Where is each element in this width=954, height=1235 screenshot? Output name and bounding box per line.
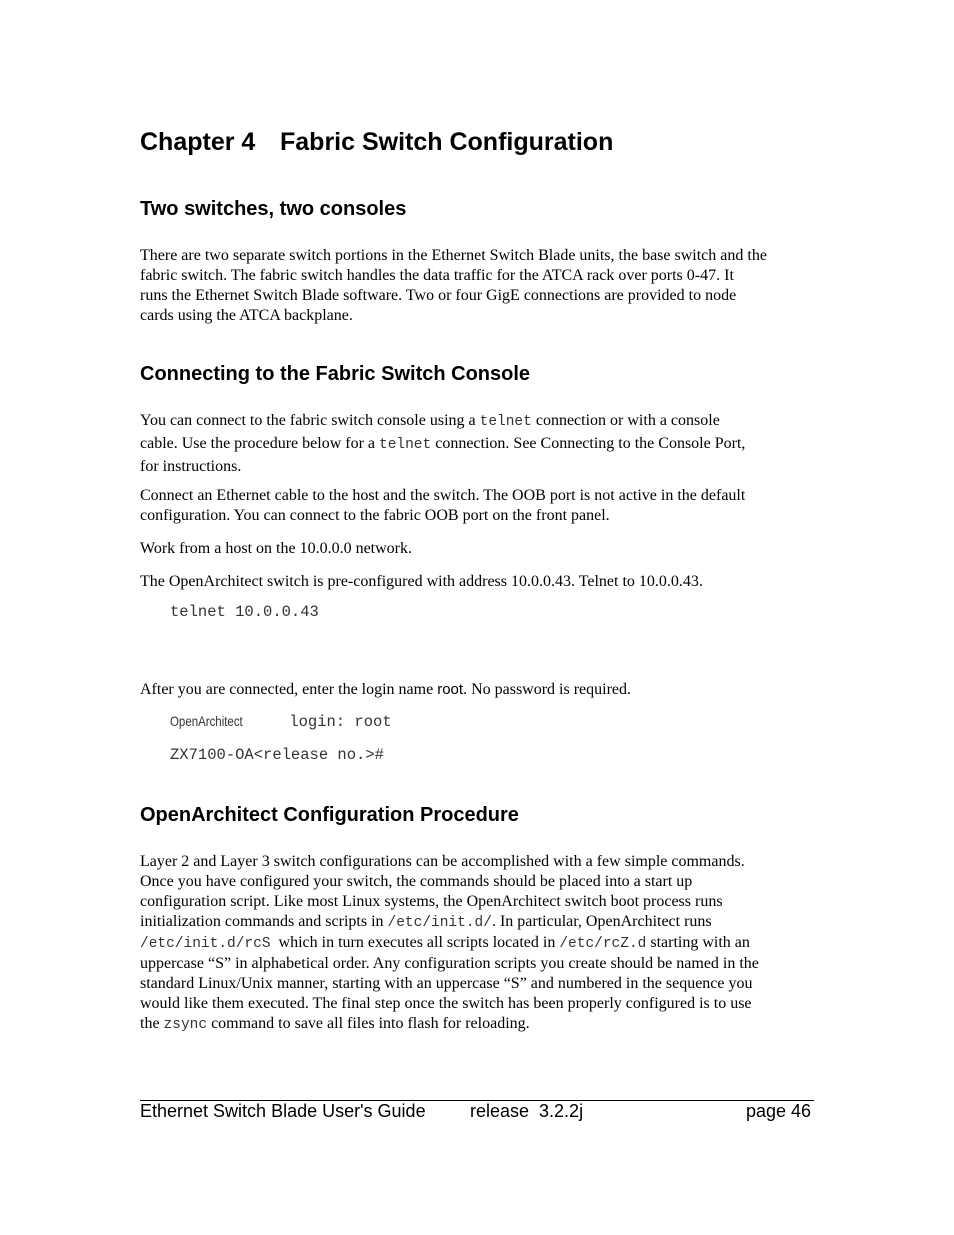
code-shell-prompt: ZX7100-OA<release no.># xyxy=(170,746,384,764)
text-line: You can connect to the fabric switch console using a telnet connection or with a console xyxy=(140,412,720,430)
text-line: configuration script. Like most Linux systems, the OpenArchitect switch boot process runs xyxy=(140,893,723,910)
text-line: Layer 2 and Layer 3 switch configurations can be accomplished with a few simple commands. xyxy=(140,853,745,870)
text-line: runs the Ethernet Switch Blade software. Two or four GigE connections are provided to node xyxy=(140,287,737,304)
text-line: There are two separate switch portions in the Ethernet Switch Blade units, the base switch and the xyxy=(140,247,767,264)
chapter-heading xyxy=(140,128,613,157)
text-line: Once you have configured your switch, the commands should be placed into a start up xyxy=(140,873,693,890)
text-line: for instructions. xyxy=(140,458,242,475)
login-name: root xyxy=(437,681,464,698)
inline-code-path: /etc/rcZ.d xyxy=(559,936,647,952)
inline-code-path: /etc/init.d/rcS xyxy=(140,936,271,952)
paragraph-procedure xyxy=(140,852,820,1035)
text-line: initialization commands and scripts in /etc/init.d/. In particular, OpenArchitect runs xyxy=(140,913,712,931)
code-telnet-command: telnet 10.0.0.43 xyxy=(170,603,319,621)
login-text: login: root xyxy=(280,713,392,731)
text-line: Connect an Ethernet cable to the host and the switch. The OOB port is not active in the default xyxy=(140,487,746,504)
section-heading-procedure: OpenArchitect Configuration Procedure xyxy=(140,804,519,826)
section-heading-two-switches: Two switches, two consoles xyxy=(140,198,407,220)
inline-code-path: /etc/init.d/ xyxy=(387,915,492,931)
code-login-prompt xyxy=(170,713,392,731)
text-line: configuration. You can connect to the fabric OOB port on the front panel. xyxy=(140,507,610,524)
text-line: uppercase “S” in alphabetical order. Any configuration scripts you create should be named in the xyxy=(140,955,759,972)
chapter-number: Chapter 4 xyxy=(140,128,256,156)
paragraph-connecting-2 xyxy=(140,486,820,526)
text-line: /etc/init.d/rcS which in turn executes all scripts located in /etc/rcZ.d starting with an xyxy=(140,934,750,952)
text-line: standard Linux/Unix manner, starting with an uppercase “S” and numbered in the sequence you xyxy=(140,975,753,992)
text-line: the zsync command to save all files into flash for reloading. xyxy=(140,1015,530,1033)
inline-code-telnet: telnet xyxy=(379,437,432,453)
text-line: fabric switch. The fabric switch handles the data traffic for the ATCA rack over ports 0-47. It xyxy=(140,267,734,284)
text-line: cable. Use the procedure below for a telnet connection. See Connecting to the Console Port, xyxy=(140,435,746,453)
paragraph-two-switches xyxy=(140,246,820,326)
chapter-title: Fabric Switch Configuration xyxy=(280,128,614,156)
hostname-label: OpenArchitect xyxy=(170,713,243,729)
footer-release: release 3.2.2j xyxy=(470,1101,584,1121)
inline-code-zsync: zsync xyxy=(163,1017,208,1033)
footer-guide-title: Ethernet Switch Blade User's Guide xyxy=(140,1101,426,1121)
inline-code-telnet: telnet xyxy=(479,414,532,430)
section-heading-connecting: Connecting to the Fabric Switch Console xyxy=(140,363,531,385)
paragraph-network: Work from a host on the 10.0.0.0 network. xyxy=(140,540,412,557)
paragraph-connecting-1 xyxy=(140,410,820,477)
text-line: cards using the ATCA backplane. xyxy=(140,307,353,324)
text-line: would like them executed. The final step once the switch has been properly configured is to use xyxy=(140,995,752,1012)
paragraph-login: After you are connected, enter the login name root. No password is required. xyxy=(140,681,632,698)
paragraph-address: The OpenArchitect switch is pre-configured with address 10.0.0.43. Telnet to 10.0.0.43. xyxy=(140,573,703,590)
footer-page-number: page 46 xyxy=(746,1101,812,1121)
